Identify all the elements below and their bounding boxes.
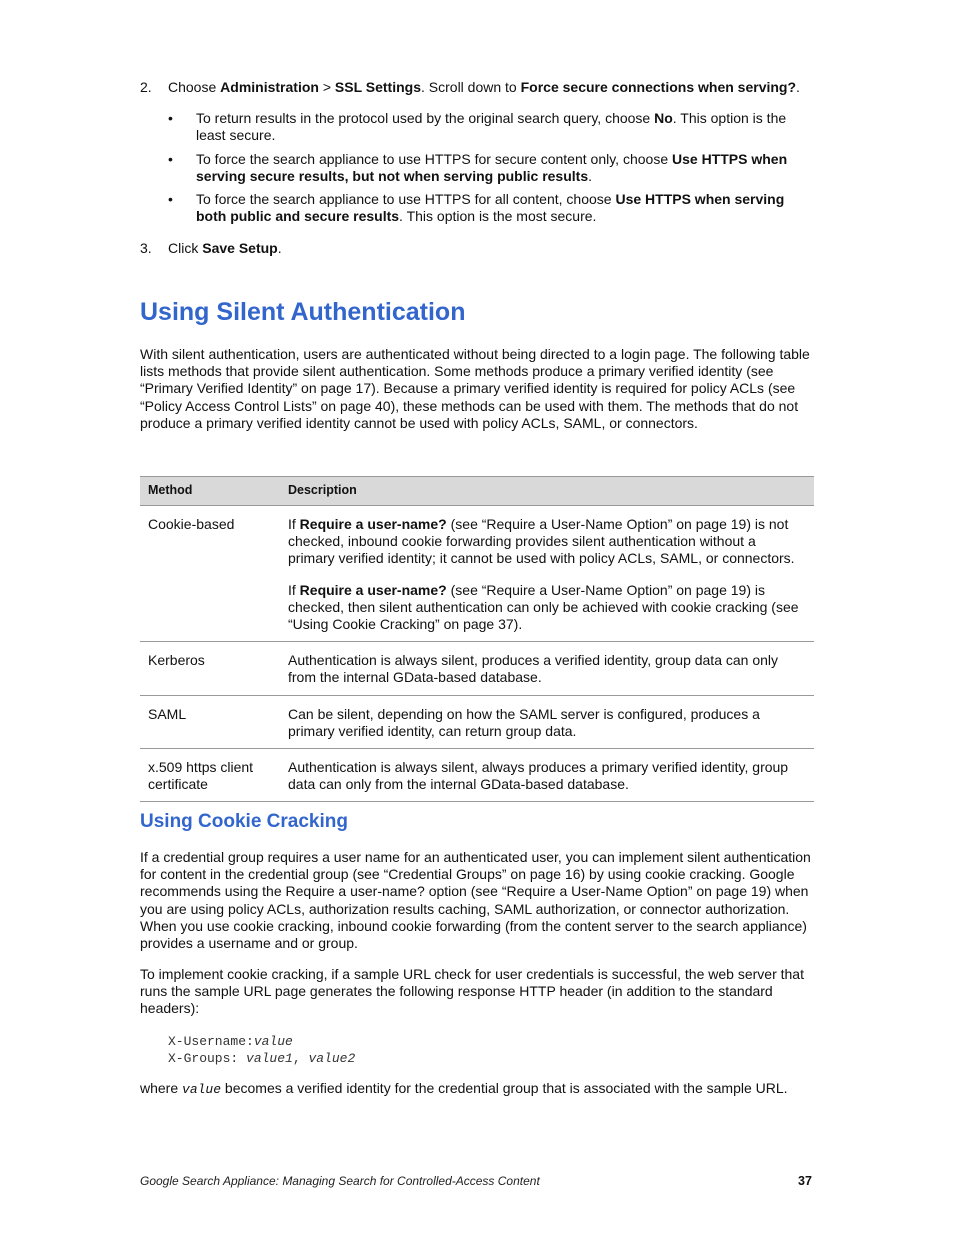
method-cell: Cookie-based	[140, 506, 280, 642]
bullet-item: To return results in the protocol used by the original search query, choose No. This option is the least secure.	[196, 110, 787, 144]
intro-paragraph: With silent authentication, users are authenticated without being directed to a login page. The following table lists methods that provide silent authentication. Some methods produce a primary verified identity (see “Primary Verified Identity” on page 17). Because a primary verified identity is required for policy ACLs (see “Policy Access Control Lists” on page 40), these methods can be used with them. The methods that do not produce a primary verified identity cannot be used with policy ACLs, SAML, or connectors.	[140, 346, 810, 431]
method-cell: SAML	[140, 695, 280, 748]
step-2-text: Choose Administration > SSL Settings. Scroll down to Force secure connections when serving?.	[168, 79, 800, 95]
administration-label: Administration	[220, 79, 319, 95]
description-cell: Can be silent, depending on how the SAML server is configured, produces a primary verified identity, can return group data.	[280, 695, 814, 748]
table-row	[140, 749, 814, 802]
bullet-item: To force the search appliance to use HTTPS for all content, choose Use HTTPS when serving both public and secure results. This option is the most secure.	[196, 191, 785, 225]
ssl-settings-label: SSL Settings	[334, 79, 421, 95]
footer-title: Google Search Appliance: Managing Search for Controlled-Access Content	[140, 1174, 540, 1188]
description-cell: Authentication is always silent, produces a verified identity, group data can only from the internal GData-based database.	[280, 642, 814, 695]
column-header-method: Method	[140, 477, 280, 506]
force-secure-label: Force secure connections when serving?	[520, 79, 797, 95]
section-heading-silent-auth: Using Silent Authentication	[140, 298, 466, 326]
bullet-icon: •	[168, 110, 173, 126]
table-header-row	[140, 477, 814, 506]
step-2-number: 2.	[140, 79, 152, 95]
methods-table	[140, 476, 814, 802]
method-cell: Kerberos	[140, 642, 280, 695]
description-cell: Authentication is always silent, always produces a primary verified identity, group data can only from the internal GData-based database.	[280, 749, 814, 802]
inline-code-value: value	[182, 1082, 222, 1097]
table-row	[140, 695, 814, 748]
code-line-username: X-Username:value	[168, 1034, 293, 1049]
page-number: 37	[798, 1174, 812, 1188]
cookie-paragraph-1: If a credential group requires a user name for an authenticated user, you can implement silent authentication for content in the credential group (see “Credential Groups” on page 16) by using cookie cracking. Google recommends using the Require a user-name? option (see “Require a User-Name Option” on page 19) when you are using policy ACLs, authorization results caching, SAML authorization, or connector authorization. When you use cookie cracking, inbound cookie forwarding (from the content server to the search appliance) provides a username and or group.	[140, 849, 811, 952]
table-row	[140, 642, 814, 695]
description-paragraph: If Require a user-name? (see “Require a User-Name Option” on page 19) is checked, then silent authentication can only be achieved with cookie cracking (see “Using Cookie Cracking” on page 37).	[288, 581, 799, 633]
cookie-paragraph-2: To implement cookie cracking, if a sample URL check for user credentials is successful, the web server that runs the sample URL page generates the following response HTTP header (in addition to the standard headers):	[140, 966, 804, 1017]
step-3-text: Click Save Setup.	[168, 240, 282, 256]
description-paragraph: If Require a user-name? (see “Require a User-Name Option” on page 19) is not checked, inbound cookie forwarding provides silent authentication without a primary verified identity; it cannot be used with policy ACLs, SAML, or connectors.	[288, 516, 795, 567]
bullet-icon: •	[168, 191, 173, 207]
code-line-groups: X-Groups: value1, value2	[168, 1051, 356, 1066]
bullet-item: To force the search appliance to use HTTPS for secure content only, choose Use HTTPS when serving secure results, but not when serving public results.	[196, 151, 788, 185]
step-3-number: 3.	[140, 240, 152, 256]
method-cell: x.509 https client certificate	[140, 749, 280, 802]
cookie-paragraph-3: where value becomes a verified identity for the credential group that is associated with the sample URL.	[140, 1080, 788, 1097]
bullet-icon: •	[168, 151, 173, 167]
table-row	[140, 506, 814, 642]
section-heading-cookie-cracking: Using Cookie Cracking	[140, 811, 348, 832]
description-cell	[280, 506, 814, 642]
column-header-description: Description	[280, 477, 814, 506]
save-setup-label: Save Setup	[202, 240, 278, 256]
